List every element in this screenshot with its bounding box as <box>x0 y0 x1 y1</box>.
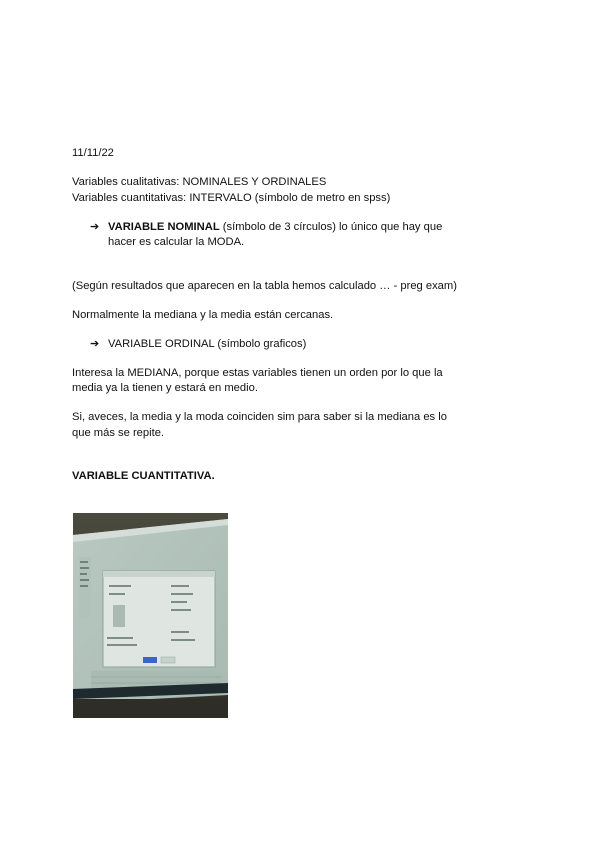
bullet-nominal-line-1 <box>108 219 442 235</box>
si-line-1: Si, aveces, la media y la moda coinciden sim para saber si la mediana es lo <box>72 411 447 423</box>
projector-photo <box>73 513 228 718</box>
interesa-line-1: Interesa la MEDIANA, porque estas variables tienen un orden por lo que la <box>72 367 443 379</box>
bullet-nominal-line-2: hacer es calcular la MODA. <box>108 236 245 248</box>
exam-note: (Según resultados que aparecen en la tabla hemos calculado … - preg exam) <box>72 280 457 292</box>
date: 11/11/22 <box>72 147 114 159</box>
si-line-2: que más se repite. <box>72 427 165 439</box>
mean-median-note: Normalmente la mediana y la media están cercanas. <box>72 309 334 321</box>
bullet-nominal-rest: (símbolo de 3 círculos) lo único que hay que <box>219 221 443 233</box>
interesa-line-2: media ya la tienen y estará en medio. <box>72 382 258 394</box>
section-heading <box>72 468 215 484</box>
arrow-icon: ➔ <box>90 221 100 233</box>
intro-line-2: Variables cuantitativas: INTERVALO (símbolo de metro en spss) <box>72 192 391 204</box>
intro-line-1: Variables cualitativas: NOMINALES Y ORDINALES <box>72 176 327 188</box>
bullet-nominal-bold: VARIABLE NOMINAL <box>108 221 220 233</box>
arrow-icon: ➔ <box>90 338 100 350</box>
section-heading-text: VARIABLE CUANTITATIVA. <box>72 470 215 482</box>
bullet-ordinal-text: VARIABLE ORDINAL (símbolo graficos) <box>108 338 307 350</box>
